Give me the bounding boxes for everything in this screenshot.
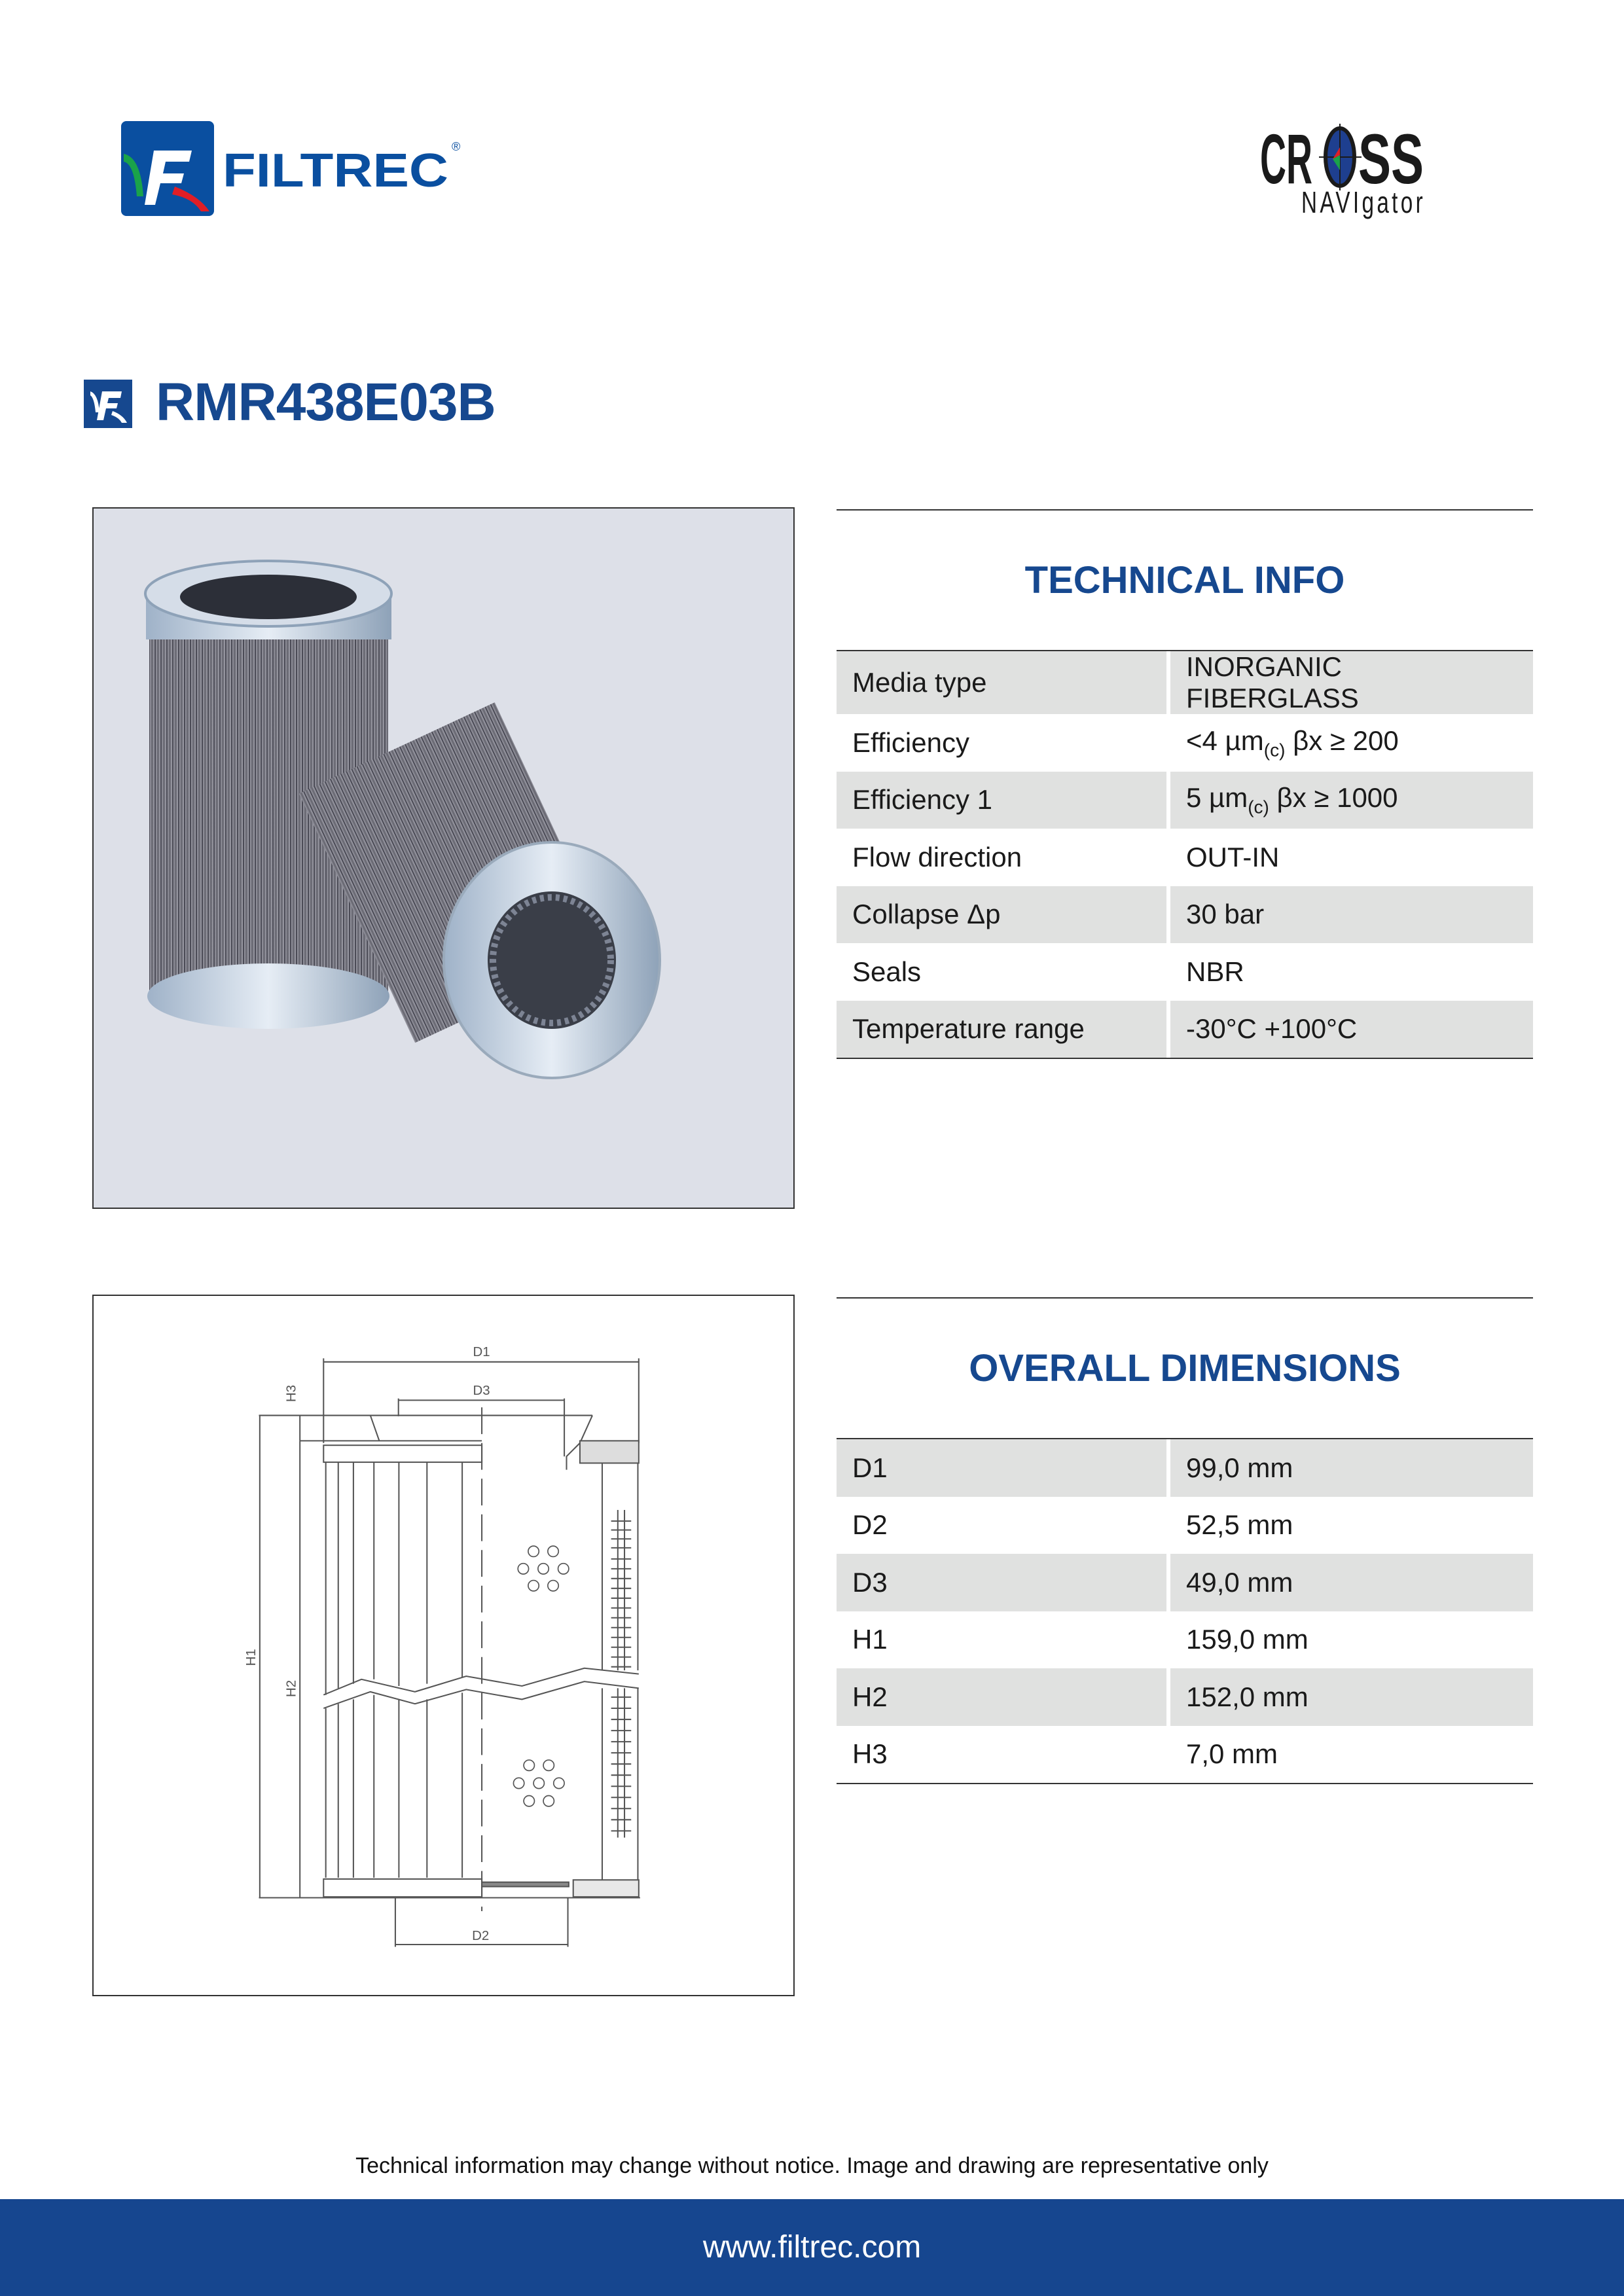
row-value: NBR: [1186, 956, 1244, 987]
footer-bar: [0, 2199, 1624, 2296]
row-label: Flow direction: [837, 829, 1170, 886]
table-row: [837, 1554, 1533, 1611]
row-label: H3: [837, 1726, 1170, 1784]
row-label: H2: [837, 1668, 1170, 1726]
row-label: D3: [837, 1554, 1170, 1611]
row-value: 152,0 mm: [1170, 1668, 1533, 1726]
row-value: [1170, 714, 1533, 772]
row-label: Seals: [837, 943, 1170, 1001]
table-row: [837, 943, 1533, 1001]
row-label: Efficiency: [837, 714, 1170, 772]
overall-dimensions-heading: OVERALL DIMENSIONS: [969, 1347, 1401, 1390]
table-row: [837, 1668, 1533, 1726]
row-value: INORGANIC FIBERGLASS: [1170, 651, 1533, 714]
row-value: -30°C +100°C: [1170, 1001, 1533, 1058]
row-value: 7,0 mm: [1186, 1738, 1278, 1770]
row-value: OUT-IN: [1186, 841, 1280, 872]
table-row: [837, 1726, 1533, 1784]
row-label: Media type: [837, 651, 1170, 714]
overall-dimensions-table: [837, 1438, 1533, 1784]
svg-text:®: ®: [452, 140, 461, 153]
technical-info-heading: TECHNICAL INFO: [1024, 559, 1345, 601]
cross-navigator-logo: [1257, 121, 1506, 226]
row-label: D2: [837, 1497, 1170, 1554]
row-value: 30 bar: [1170, 886, 1533, 944]
table-row: [837, 1611, 1533, 1669]
svg-text:SS: SS: [1358, 121, 1424, 198]
table-row: [837, 1497, 1533, 1554]
row-value: 49,0 mm: [1170, 1554, 1533, 1611]
svg-text:CR: CR: [1260, 121, 1312, 198]
value-part: βx ≥ 200: [1285, 725, 1399, 756]
row-label: Efficiency 1: [837, 772, 1170, 829]
row-value: 52,5 mm: [1186, 1509, 1293, 1541]
table-row: [837, 1439, 1533, 1497]
table-row: [837, 1001, 1533, 1058]
technical-info-table: [837, 650, 1533, 1059]
label-h3: H3: [284, 1384, 299, 1403]
label-d1: D1: [473, 1344, 490, 1359]
value-subscript: (c): [1263, 739, 1286, 760]
filtrec-mark-icon: [84, 380, 132, 428]
filtrec-logo: [121, 121, 475, 219]
value-subscript: (c): [1248, 797, 1269, 817]
label-d2: D2: [472, 1929, 490, 1944]
table-row: [837, 772, 1533, 829]
table-row: [837, 829, 1533, 886]
table-row: [837, 651, 1533, 714]
label-d3: D3: [473, 1384, 490, 1399]
table-row: [837, 886, 1533, 944]
value-part: βx ≥ 1000: [1269, 782, 1398, 814]
website-link[interactable]: www.filtrec.com: [702, 2230, 922, 2265]
dimension-drawing: [92, 1295, 795, 1996]
value-part: <4 µm: [1186, 725, 1264, 756]
row-label: Temperature range: [837, 1001, 1170, 1058]
product-code-title: RMR438E03B: [156, 372, 496, 432]
row-label: Collapse Δp: [837, 886, 1170, 944]
label-h2: H2: [284, 1679, 299, 1698]
product-photo: [92, 507, 795, 1209]
row-value: 99,0 mm: [1170, 1439, 1533, 1497]
row-value: [1170, 772, 1533, 829]
row-value: 159,0 mm: [1186, 1624, 1308, 1655]
row-label: D1: [837, 1439, 1170, 1497]
overall-dimensions-section: [837, 1297, 1533, 1784]
disclaimer-text: Technical information may change without notice. Image and drawing are representative only: [355, 2153, 1269, 2178]
technical-info-section: [837, 509, 1533, 1059]
table-row: [837, 714, 1533, 772]
label-h1: H1: [244, 1649, 259, 1666]
value-part: 5 µm: [1186, 782, 1248, 814]
svg-text:NAVIgator: NAVIgator: [1301, 185, 1426, 219]
svg-text:FILTREC: FILTREC: [223, 145, 448, 197]
row-label: H1: [837, 1611, 1170, 1669]
